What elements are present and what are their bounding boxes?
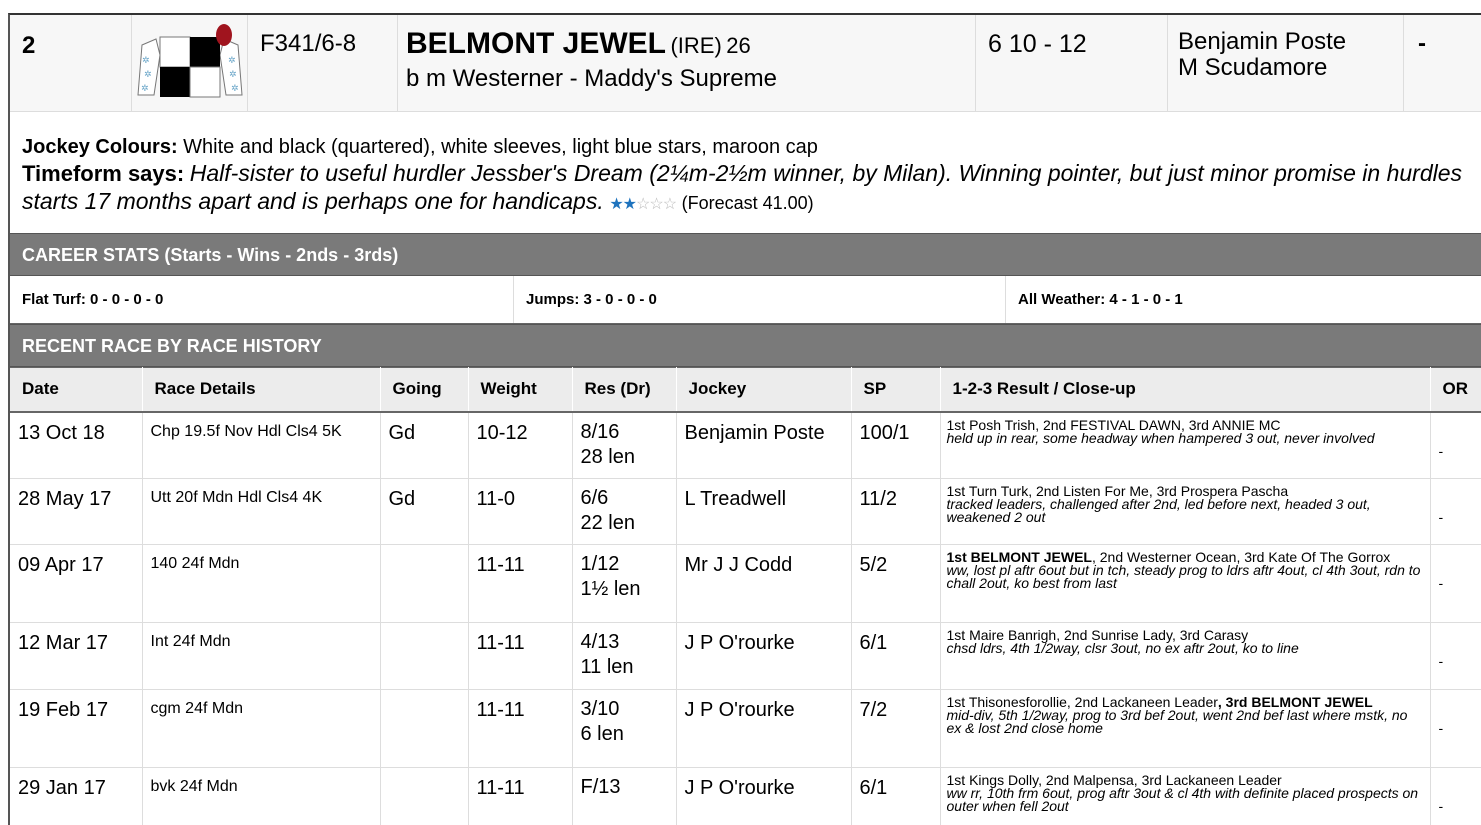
race-close-up	[940, 545, 1430, 623]
beaten-distance: 11 len	[580, 656, 634, 678]
jumps-stats: Jumps: 3 - 0 - 0 - 0	[514, 276, 1006, 323]
result-third: , 3rd BELMONT JEWEL	[1217, 694, 1373, 710]
all-weather-stats: All Weather: 4 - 1 - 0 - 1	[1018, 291, 1183, 308]
result-third: , 3rd ANNIE MC	[1180, 416, 1281, 433]
race-details[interactable]: cgm 24f Mdn	[142, 690, 380, 768]
race-jockey[interactable]: J P O'rourke	[676, 623, 851, 690]
result-first: 1st Kings Dolly	[946, 772, 1039, 788]
finish-position: 1/12	[580, 553, 620, 575]
race-result	[572, 545, 676, 623]
finish-position: 3/10	[580, 698, 620, 720]
timeform-label: Timeform says:	[22, 161, 185, 186]
horse-name[interactable]: BELMONT JEWEL	[406, 27, 666, 60]
col-jockey[interactable]: Jockey	[676, 368, 851, 412]
race-going: Gd	[380, 412, 468, 479]
race-details[interactable]: 140 24f Mdn	[142, 545, 380, 623]
runner-number: 2	[10, 15, 132, 112]
race-sp: 5/2	[851, 545, 940, 623]
horse-breeding: b m Westerner - Maddy's Supreme	[406, 65, 777, 92]
race-close-up	[940, 479, 1430, 545]
race-close-up	[940, 623, 1430, 690]
result-first: 1st Maire Banrigh	[946, 627, 1057, 643]
close-up-note: mid-div, 5th 1/2way, prog to 3rd bef 2out, went 2nd bef last where mstk, no ex & lost 2nd close home	[946, 707, 1408, 736]
result-third: , 3rd Kate Of The Gorrox	[1236, 549, 1391, 565]
horse-rating: 26	[726, 33, 751, 58]
svg-text:✲: ✲	[141, 84, 149, 94]
horse-info	[398, 15, 976, 112]
race-date[interactable]: 12 Mar 17	[10, 623, 142, 690]
race-going: Gd	[380, 479, 468, 545]
runner-comment	[22, 134, 1481, 218]
beaten-distance: 6 len	[580, 723, 624, 745]
race-sp: 6/1	[851, 623, 940, 690]
race-date[interactable]: 13 Oct 18	[10, 412, 142, 479]
col-going[interactable]: Going	[380, 368, 468, 412]
finish-position: F/13	[580, 776, 621, 798]
close-up-note: held up in rear, some headway when hampered 3 out, never involved	[946, 429, 1375, 446]
finish-position: 4/13	[580, 631, 620, 653]
racecard-entry	[8, 13, 1481, 825]
result-first: 1st Turn Turk	[946, 483, 1029, 499]
race-jockey[interactable]: Mr J J Codd	[676, 545, 851, 623]
col-weight[interactable]: Weight	[468, 368, 572, 412]
race-result	[572, 623, 676, 690]
race-details[interactable]: Int 24f Mdn	[142, 623, 380, 690]
race-weight: 11-11	[468, 545, 572, 623]
table-header-row	[10, 368, 1481, 412]
result-first: 1st Thisonesforollie	[946, 694, 1067, 710]
runner-extra: -	[1418, 30, 1426, 57]
race-weight: 11-11	[468, 690, 572, 768]
close-up-note: ww rr, 10th frm 6out, prog aftr 3out & cl 4th with definite placed prospects on outer when fell 2out	[946, 785, 1419, 814]
star-empty-icon: ☆☆☆	[636, 196, 677, 213]
race-result	[572, 412, 676, 479]
result-second: , 2nd Malpensa	[1038, 772, 1134, 788]
race-weight: 11-0	[468, 479, 572, 545]
col-date[interactable]: Date	[10, 368, 142, 412]
colours-label: Jockey Colours:	[22, 136, 178, 158]
race-going	[380, 623, 468, 690]
beaten-distance: 22 len	[580, 512, 635, 534]
race-result	[572, 479, 676, 545]
race-details[interactable]: Utt 20f Mdn Hdl Cls4 4K	[142, 479, 380, 545]
race-jockey[interactable]: Benjamin Poste	[676, 412, 851, 479]
svg-text:✲: ✲	[229, 70, 237, 80]
career-stats	[10, 276, 1481, 324]
race-date[interactable]: 19 Feb 17	[10, 690, 142, 768]
table-row[interactable]	[10, 623, 1481, 690]
close-up-note: tracked leaders, challenged after 2nd, led before next, headed 3 out, weakened 2 out	[946, 496, 1371, 525]
race-date[interactable]: 28 May 17	[10, 479, 142, 545]
star-rating	[609, 192, 676, 218]
runner-header	[10, 15, 1481, 112]
col-sp[interactable]: SP	[851, 368, 940, 412]
race-close-up	[940, 768, 1430, 825]
col-or[interactable]: OR	[1430, 368, 1481, 412]
star-filled-icon: ★★	[609, 196, 636, 213]
race-date[interactable]: 09 Apr 17	[10, 545, 142, 623]
race-close-up	[940, 412, 1430, 479]
race-result	[572, 690, 676, 768]
race-or: -	[1430, 623, 1481, 690]
forecast-odds: (Forecast 41.00)	[681, 193, 814, 213]
form-draw: F341/6-8	[248, 15, 398, 112]
jockey-silk-icon	[132, 15, 248, 112]
trainer-name[interactable]: M Scudamore	[1178, 54, 1328, 81]
race-details[interactable]: bvk 24f Mdn	[142, 768, 380, 825]
jockey-name[interactable]: Benjamin Poste	[1178, 28, 1347, 55]
race-sp: 100/1	[851, 412, 940, 479]
race-date[interactable]: 29 Jan 17	[10, 768, 142, 825]
finish-position: 8/16	[580, 420, 620, 443]
table-row[interactable]	[10, 479, 1481, 545]
col-race-details[interactable]: Race Details	[142, 368, 380, 412]
table-row[interactable]	[10, 690, 1481, 768]
race-weight: 10-12	[468, 412, 572, 479]
flat-turf-stats: Flat Turf: 0 - 0 - 0 - 0	[10, 276, 514, 323]
race-history-table	[10, 367, 1481, 825]
age-weight: 6 10 - 12	[976, 15, 1168, 112]
result-first: 1st Posh Trish	[946, 416, 1036, 433]
svg-text:✲: ✲	[231, 84, 239, 94]
close-up-note: ww, lost pl aftr 6out but in tch, steady prog to ldrs aftr 4out, cl 4th 3out, rdn to chall 2out, ko best from last	[946, 562, 1421, 591]
race-sp: 7/2	[851, 690, 940, 768]
race-or: -	[1430, 545, 1481, 623]
finish-position: 6/6	[580, 487, 609, 509]
beaten-distance: 28 len	[580, 445, 635, 468]
race-close-up	[940, 690, 1430, 768]
horse-country: (IRE)	[670, 33, 722, 58]
result-first: 1st BELMONT JEWEL	[946, 549, 1092, 565]
result-second: , 2nd Listen For Me	[1028, 483, 1149, 499]
timeform-text: Half-sister to useful hurdler Jessber's Dream (2¼m-2½m winner, by Milan). Winning pointer, but just minor promise in hurdles starts 17 months apart and is perhaps one for handicaps.	[22, 160, 1463, 214]
race-jockey[interactable]: L Treadwell	[676, 479, 851, 545]
svg-text:✲: ✲	[142, 56, 150, 66]
svg-text:✲: ✲	[228, 56, 236, 66]
col-close-up[interactable]: 1-2-3 Result / Close-up	[940, 368, 1430, 412]
race-going	[380, 545, 468, 623]
table-row[interactable]	[10, 412, 1481, 479]
career-stats-header: CAREER STATS (Starts - Wins - 2nds - 3rds)	[10, 233, 1481, 276]
connections	[1168, 15, 1404, 112]
result-third: , 3rd Prospera Pascha	[1148, 483, 1289, 499]
race-or: -	[1430, 412, 1481, 479]
race-sp: 6/1	[851, 768, 940, 825]
race-going	[380, 768, 468, 825]
colours-text: White and black (quartered), white sleeves, light blue stars, maroon cap	[183, 136, 818, 158]
result-third: , 3rd Lackaneen Leader	[1133, 772, 1282, 788]
race-history-header: RECENT RACE BY RACE HISTORY	[10, 324, 1481, 367]
result-third: , 3rd Carasy	[1171, 627, 1249, 643]
race-or: -	[1430, 479, 1481, 545]
race-details[interactable]: Chp 19.5f Nov Hdl Cls4 5K	[142, 412, 380, 479]
svg-text:✲: ✲	[144, 70, 152, 80]
race-jockey[interactable]: J P O'rourke	[676, 768, 851, 825]
race-going	[380, 690, 468, 768]
close-up-note: chsd ldrs, 4th 1/2way, clsr 3out, no ex aftr 2out, ko to line	[946, 640, 1299, 656]
result-second: , 2nd FESTIVAL DAWN	[1035, 416, 1181, 433]
result-second: , 2nd Westerner Ocean	[1091, 549, 1237, 565]
race-or: -	[1430, 690, 1481, 768]
race-or: -	[1430, 768, 1481, 825]
race-result	[572, 768, 676, 825]
race-sp: 11/2	[851, 479, 940, 545]
col-result[interactable]: Res (Dr)	[572, 368, 676, 412]
beaten-distance: 1½ len	[580, 578, 641, 600]
table-row[interactable]	[10, 768, 1481, 825]
result-second: , 2nd Sunrise Lady	[1056, 627, 1172, 643]
race-weight: 11-11	[468, 768, 572, 825]
table-row[interactable]	[10, 545, 1481, 623]
result-second: , 2nd Lackaneen Leader	[1066, 694, 1218, 710]
race-weight: 11-11	[468, 623, 572, 690]
race-jockey[interactable]: J P O'rourke	[676, 690, 851, 768]
